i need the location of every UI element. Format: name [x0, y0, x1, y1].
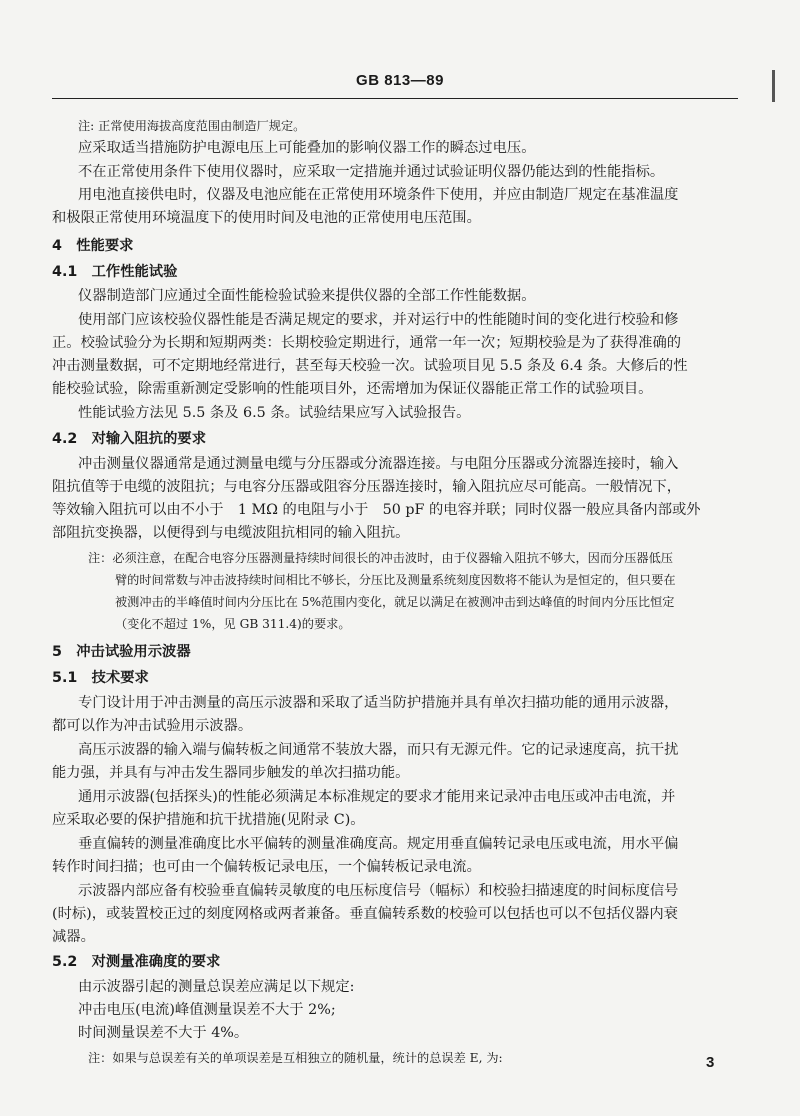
note-line: 注：如果与总误差有关的单项误差是互相独立的随机量，统计的总误差 E, 为:: [88, 1051, 503, 1065]
paragraph-line: 部阻抗变换器，以便得到与电缆波阻抗相同的输入阻抗。: [52, 525, 410, 541]
header-rule: [52, 98, 738, 99]
paragraph-line: 能力强，并具有与冲击发生器同步触发的单次扫描功能。: [52, 765, 410, 781]
page-header-standard-code: GB 813—89: [356, 72, 444, 89]
note-line: 注：必须注意，在配合电容分压器测量持续时间很长的冲击波时，由于仪器输入阻抗不够大，因而分压器低压: [88, 551, 673, 565]
paragraph-line: 时间测量误差不大于 4%。: [78, 1025, 249, 1041]
paragraph-line: 正。校验试验分为长期和短期两类：长期校验定期进行，通常一年一次；短期校验是为了获得准确的: [52, 335, 682, 351]
paragraph-line: 不在正常使用条件下使用仪器时，应采取一定措施并通过试验证明仪器仍能达到的性能指标。: [78, 164, 665, 180]
note-altitude: 注: 正常使用海拔高度范围由制造厂规定。: [78, 119, 306, 133]
paragraph-line: 都可以作为冲击试验用示波器。: [52, 718, 253, 734]
paragraph-line: 使用部门应该校验仪器性能是否满足规定的要求，并对运行中的性能随时间的变化进行校验和修: [78, 312, 679, 328]
paragraph-line: 冲击电压(电流)峰值测量误差不大于 2%;: [78, 1002, 336, 1018]
paragraph-line: 专门设计用于冲击测量的高压示波器和采取了适当防护措施并具有单次扫描功能的通用示波器，: [78, 695, 679, 711]
section-heading-4-2: 4.2 对输入阻抗的要求: [52, 431, 206, 447]
paragraph-line: 示波器内部应备有校验垂直偏转灵敏度的电压标度信号（幅标）和校验扫描速度的时间标度信号: [78, 883, 679, 899]
section-heading-5: 5 冲击试验用示波器: [52, 644, 191, 660]
paragraph-line: 通用示波器(包括探头)的性能必须满足本标准规定的要求才能用来记录冲击电压或冲击电流，并: [78, 789, 676, 805]
paragraph-line: 等效输入阻抗可以由不小于 1 MΩ 的电阻与小于 50 pF 的电容并联；同时仪器一般应具备内部或外: [52, 502, 701, 518]
paragraph-line: 转作时间扫描；也可由一个偏转板记录电压，一个偏转板记录电流。: [52, 859, 481, 875]
scan-edge-mark: [772, 70, 775, 102]
page-number: 3: [706, 1054, 715, 1071]
note-line: （变化不超过 1%，见 GB 311.4)的要求。: [115, 617, 351, 631]
paragraph-line: 应采取适当措施防护电源电压上可能叠加的影响仪器工作的瞬态过电压。: [78, 140, 536, 156]
paragraph-line: 性能试验方法见 5.5 条及 6.5 条。试验结果应写入试验报告。: [78, 405, 471, 421]
paragraph-line: 减器。: [52, 929, 95, 945]
paragraph-line: 应采取必要的保护措施和抗干扰措施(见附录 C)。: [52, 812, 365, 828]
paragraph-line: 能校验试验，除需重新测定受影响的性能项目外，还需增加为保证仪器能正常工作的试验项目。: [52, 381, 653, 397]
paragraph-line: (时标)，或装置校正过的刻度网格或两者兼备。垂直偏转系数的校验可以包括也可以不包括仪器内衰: [52, 906, 678, 922]
section-heading-4-1: 4.1 工作性能试验: [52, 264, 178, 280]
note-line: 被测冲击的半峰值时间内分压比在 5%范围内变化，就足以满足在被测冲击到达峰值的时间内分压比恒定: [115, 595, 675, 609]
paragraph-line: 由示波器引起的测量总误差应满足以下规定:: [78, 979, 355, 995]
paragraph-line: 冲击测量仪器通常是通过测量电缆与分压器或分流器连接。与电阻分压器或分流器连接时，输入: [78, 456, 679, 472]
paragraph-line: 冲击测量数据，可不定期地经常进行，甚至每天校验一次。试验项目见 5.5 条及 6.4 条。大修后的性: [52, 358, 688, 374]
section-heading-5-1: 5.1 技术要求: [52, 670, 149, 686]
paragraph-line: 阻抗值等于电缆的波阻抗；与电容分压器或阻容分压器连接时，输入阻抗应尽可能高。一般情况下，: [52, 479, 682, 495]
note-line: 臂的时间常数与冲击波持续时间相比不够长，分压比及测量系统刻度因数将不能认为是恒定的，但只要在: [115, 573, 676, 587]
paragraph-line: 仪器制造部门应通过全面性能检验试验来提供仪器的全部工作性能数据。: [78, 288, 536, 304]
paragraph-line: 用电池直接供电时，仪器及电池应能在正常使用环境条件下使用，并应由制造厂规定在基准温度: [78, 187, 679, 203]
section-heading-4: 4 性能要求: [52, 238, 134, 254]
section-heading-5-2: 5.2 对测量准确度的要求: [52, 954, 221, 970]
paragraph-line: 高压示波器的输入端与偏转板之间通常不装放大器，而只有无源元件。它的记录速度高，抗干扰: [78, 742, 679, 758]
paragraph-line: 和极限正常使用环境温度下的使用时间及电池的正常使用电压范围。: [52, 210, 481, 226]
paragraph-line: 垂直偏转的测量准确度比水平偏转的测量准确度高。规定用垂直偏转记录电压或电流，用水平偏: [78, 836, 679, 852]
